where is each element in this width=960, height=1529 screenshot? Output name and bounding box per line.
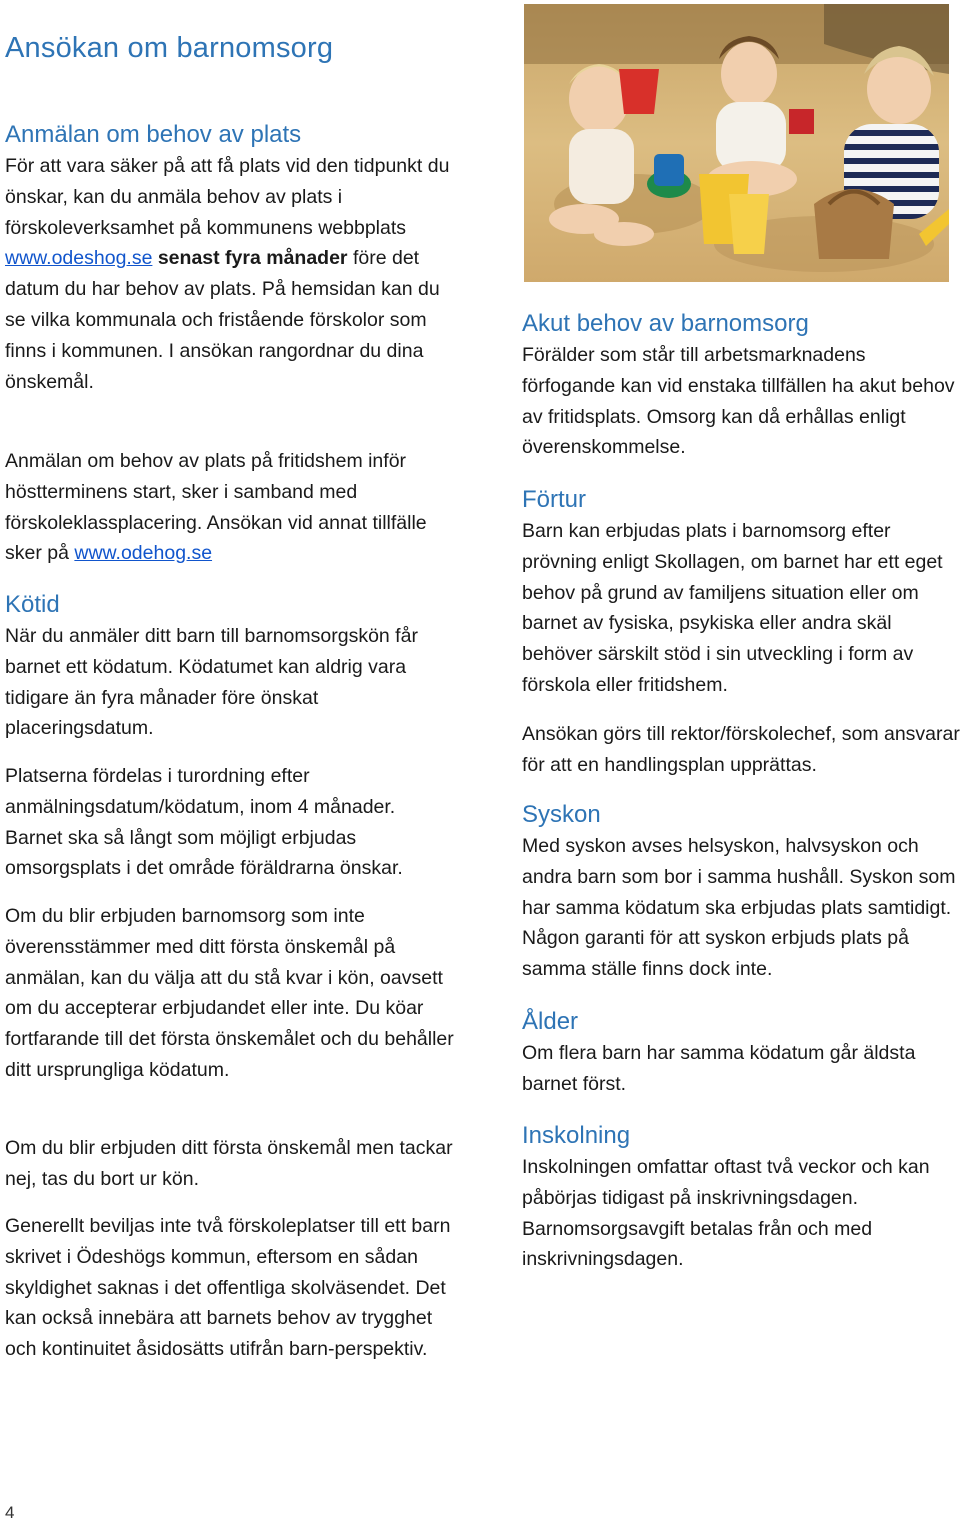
children-sandbox-photo — [524, 4, 949, 282]
paragraph-fortur-2: Ansökan görs till rektor/förskolechef, som ansvarar för att en handlingsplan upprättas. — [522, 723, 960, 776]
heading-fortur: Förtur — [522, 486, 587, 513]
paragraph-kotid-5: Generellt beviljas inte två förskoleplatser till ett barn skrivet i Ödeshögs kommun, eftersom en sådan skyldighet saknas i det offentliga skolväsendet. Det kan också innebära att barnets behov av trygghet och kontinuitet åsidosätts utifrån barn-perspektiv. — [5, 1215, 451, 1361]
paragraph-kotid-4: Om du blir erbjuden ditt första önskemål men tackar nej, tas du bort ur kön. — [5, 1137, 453, 1190]
paragraph-syskon: Med syskon avses helsyskon, halvsyskon och andra barn som bor i samma hushåll. Syskon som har samma ködatum ska erbjudas plats samtidigt. Någon garanti för att syskon erbjuds plats på samma ställe finns dock inte. — [522, 835, 956, 981]
paragraph-fritidshem: Anmälan om behov av plats på fritidshem inför höstterminens start, sker i samband med förskoleklassplacering. Ansökan vid annat tillfälle sker på www.odehog.se — [5, 450, 427, 565]
heading-alder: Ålder — [522, 1008, 579, 1035]
link-odeshog[interactable]: www.odeshog.se — [5, 247, 153, 270]
paragraph-alder: Om flera barn har samma ködatum går äldsta barnet först. — [522, 1042, 916, 1095]
heading-inskolning: Inskolning — [522, 1122, 631, 1149]
paragraph-kotid-1: När du anmäler ditt barn till barnomsorgskön får barnet ett ködatum. Ködatumet kan aldrig vara tidigare än fyra månader före önskat placeringsdatum. — [5, 625, 418, 740]
paragraph-inskolning: Inskolningen omfattar oftast två veckor och kan påbörjas tidigast på inskrivningsdagen. Barnomsorgsavgift betalas från och med inskrivningsdagen. — [522, 1156, 930, 1271]
paragraph-akut: Förälder som står till arbetsmarknadens förfogande kan vid enstaka tillfällen ha akut behov av fritidsplats. Omsorg kan då erhållas enligt överenskommelse. — [522, 344, 955, 459]
page-number: 4 — [5, 1503, 15, 1522]
bold-deadline: senast fyra månader — [152, 247, 348, 270]
paragraph-kotid-3: Om du blir erbjuden barnomsorg som inte överensstämmer med ditt första önskemål på anmälan, kan du välja att du stå kvar i kön, oavsett om du accepterar erbjudandet eller inte. Du köar fortfarande till det första önskemålet och du behåller ditt ursprungliga ködatum. — [5, 905, 454, 1081]
heading-akut: Akut behov av barnomsorg — [522, 310, 809, 337]
page-title: Ansökan om barnomsorg — [5, 32, 334, 64]
paragraph-kotid-2: Platserna fördelas i turordning efter anmälningsdatum/ködatum, inom 4 månader. Barnet ska så långt som möjligt erbjudas omsorgsplats i det område föräldrarna önskar. — [5, 765, 403, 880]
heading-anmalan: Anmälan om behov av plats — [5, 121, 302, 148]
paragraph-anmalan: För att vara säker på att få plats vid den tidpunkt du önskar, kan du anmäla behov av plats i förskoleverksamhet på kommunens webbplats www.odeshog.se senast fyra månader före det datum du har behov av plats. På hemsidan kan du se vilka kommunala och fristående förskolor som finns i kommunen. I ansökan rangordnar du dina önskemål. — [5, 155, 450, 393]
heading-syskon: Syskon — [522, 801, 601, 828]
link-odehog[interactable]: www.odehog.se — [74, 542, 213, 565]
paragraph-fortur-1: Barn kan erbjudas plats i barnomsorg efter prövning enligt Skollagen, om barnet har ett eget behov på grund av familjens situation eller om barnet av fysiska, psykiska eller andra skäl behöver särskilt stöd i sin utveckling i form av förskola eller fritidshem. — [522, 520, 943, 696]
heading-kotid: Kötid — [5, 591, 60, 618]
